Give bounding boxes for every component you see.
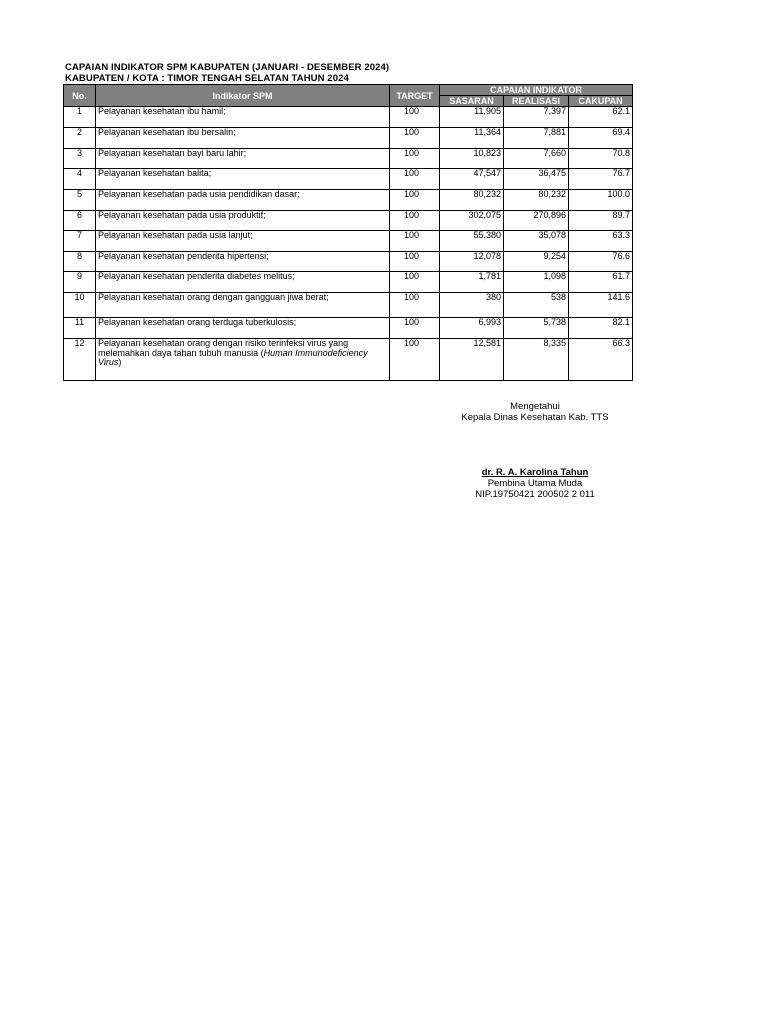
row-indikator: Pelayanan kesehatan pada usia produktif; <box>96 211 390 231</box>
row-indikator <box>96 339 390 381</box>
table-row <box>64 231 633 252</box>
row-realisasi: 5,738 <box>504 318 569 339</box>
header-indikator: Indikator SPM <box>96 85 390 107</box>
row-no: 4 <box>64 169 96 190</box>
row-target: 100 <box>390 211 440 231</box>
header-realisasi: REALISASI <box>504 96 569 107</box>
row-no: 12 <box>64 339 96 381</box>
row-realisasi: 1,098 <box>504 272 569 293</box>
row-sasaran: 11,905 <box>440 107 504 128</box>
row-target: 100 <box>390 293 440 318</box>
row-no: 10 <box>64 293 96 318</box>
row-indikator: Pelayanan kesehatan ibu bersalin; <box>96 128 390 149</box>
row-realisasi: 80,232 <box>504 190 569 211</box>
row-sasaran: 1,781 <box>440 272 504 293</box>
table-row <box>64 211 633 231</box>
header-sasaran: SASARAN <box>440 96 504 107</box>
row-no: 3 <box>64 149 96 169</box>
row-no: 6 <box>64 211 96 231</box>
row-target: 100 <box>390 190 440 211</box>
row-realisasi: 35,078 <box>504 231 569 252</box>
row-cakupan: 69.4 <box>569 128 633 149</box>
row-sasaran: 10,823 <box>440 149 504 169</box>
row-realisasi: 7,881 <box>504 128 569 149</box>
row-cakupan: 70.8 <box>569 149 633 169</box>
table-row <box>64 149 633 169</box>
row-indikator: Pelayanan kesehatan orang dengan gangguan jiwa berat; <box>96 293 390 318</box>
row-target: 100 <box>390 231 440 252</box>
header-target: TARGET <box>390 85 440 107</box>
row-target: 100 <box>390 318 440 339</box>
row-sasaran: 6,993 <box>440 318 504 339</box>
row-indikator: Pelayanan kesehatan penderita hipertensi; <box>96 252 390 272</box>
row-target: 100 <box>390 128 440 149</box>
table-row <box>64 318 633 339</box>
table-row <box>64 272 633 293</box>
signature-rank: Pembina Utama Muda <box>487 478 583 489</box>
row-no: 5 <box>64 190 96 211</box>
row-realisasi: 7,397 <box>504 107 569 128</box>
row-realisasi: 7,660 <box>504 149 569 169</box>
row-indikator: Pelayanan kesehatan pada usia pendidikan dasar; <box>96 190 390 211</box>
table-row <box>64 190 633 211</box>
row-realisasi: 9,254 <box>504 252 569 272</box>
row-target: 100 <box>390 252 440 272</box>
row-cakupan: 62.1 <box>569 107 633 128</box>
row-target: 100 <box>390 339 440 381</box>
row-indikator: Pelayanan kesehatan pada usia lanjut; <box>96 231 390 252</box>
row-sasaran: 12,078 <box>440 252 504 272</box>
row-sasaran: 11,364 <box>440 128 504 149</box>
row-realisasi: 36,475 <box>504 169 569 190</box>
header-cakupan: CAKUPAN <box>569 96 633 107</box>
row-cakupan: 100.0 <box>569 190 633 211</box>
row-cakupan: 76.6 <box>569 252 633 272</box>
signature-acknowledged: Mengetahui <box>510 401 560 412</box>
row-target: 100 <box>390 169 440 190</box>
row-target: 100 <box>390 149 440 169</box>
row-sasaran: 12,581 <box>440 339 504 381</box>
row-indikator-text: Pelayanan kesehatan orang dengan risiko terinfeksi virus yang melemahkan daya tahan tubuh manusia ( <box>98 338 349 358</box>
row-sasaran: 55,380 <box>440 231 504 252</box>
row-cakupan: 141.6 <box>569 293 633 318</box>
row-cakupan: 63.3 <box>569 231 633 252</box>
row-no: 11 <box>64 318 96 339</box>
row-target: 100 <box>390 272 440 293</box>
row-cakupan: 82.1 <box>569 318 633 339</box>
row-indikator-end: ) <box>118 357 122 367</box>
spm-table <box>63 84 633 381</box>
row-no: 9 <box>64 272 96 293</box>
header-capaian: CAPAIAN INDIKATOR <box>440 85 633 96</box>
signature-nip: NIP.19750421 200502 2 011 <box>475 489 595 500</box>
table-row <box>64 339 633 381</box>
table-row <box>64 252 633 272</box>
row-realisasi: 270,896 <box>504 211 569 231</box>
row-sasaran: 47,547 <box>440 169 504 190</box>
row-no: 1 <box>64 107 96 128</box>
row-cakupan: 66.3 <box>569 339 633 381</box>
row-sasaran: 380 <box>440 293 504 318</box>
row-indikator: Pelayanan kesehatan bayi baru lahir; <box>96 149 390 169</box>
row-indikator: Pelayanan kesehatan penderita diabetes melitus; <box>96 272 390 293</box>
row-target: 100 <box>390 107 440 128</box>
table-row <box>64 128 633 149</box>
row-no: 7 <box>64 231 96 252</box>
table-row <box>64 107 633 128</box>
signature-name: dr. R. A. Karolina Tahun <box>481 467 589 478</box>
row-no: 2 <box>64 128 96 149</box>
table-row <box>64 293 633 318</box>
row-realisasi: 8,335 <box>504 339 569 381</box>
row-indikator: Pelayanan kesehatan balita; <box>96 169 390 190</box>
row-indikator: Pelayanan kesehatan orang terduga tuberkulosis; <box>96 318 390 339</box>
row-indikator: Pelayanan kesehatan ibu hamil; <box>96 107 390 128</box>
report-subtitle: KABUPATEN / KOTA : TIMOR TENGAH SELATAN TAHUN 2024 <box>65 73 349 84</box>
table-row <box>64 169 633 190</box>
row-sasaran: 302,075 <box>440 211 504 231</box>
row-cakupan: 76.7 <box>569 169 633 190</box>
row-cakupan: 61.7 <box>569 272 633 293</box>
header-no: No. <box>64 85 96 107</box>
row-no: 8 <box>64 252 96 272</box>
signature-position: Kepala Dinas Kesehatan Kab. TTS <box>461 412 609 423</box>
row-realisasi: 538 <box>504 293 569 318</box>
row-cakupan: 89.7 <box>569 211 633 231</box>
row-indikator-italic: Human Immunodeficiency Virus <box>98 347 368 367</box>
row-sasaran: 80,232 <box>440 190 504 211</box>
report-title: CAPAIAN INDIKATOR SPM KABUPATEN (JANUARI - DESEMBER 2024) <box>65 62 390 73</box>
